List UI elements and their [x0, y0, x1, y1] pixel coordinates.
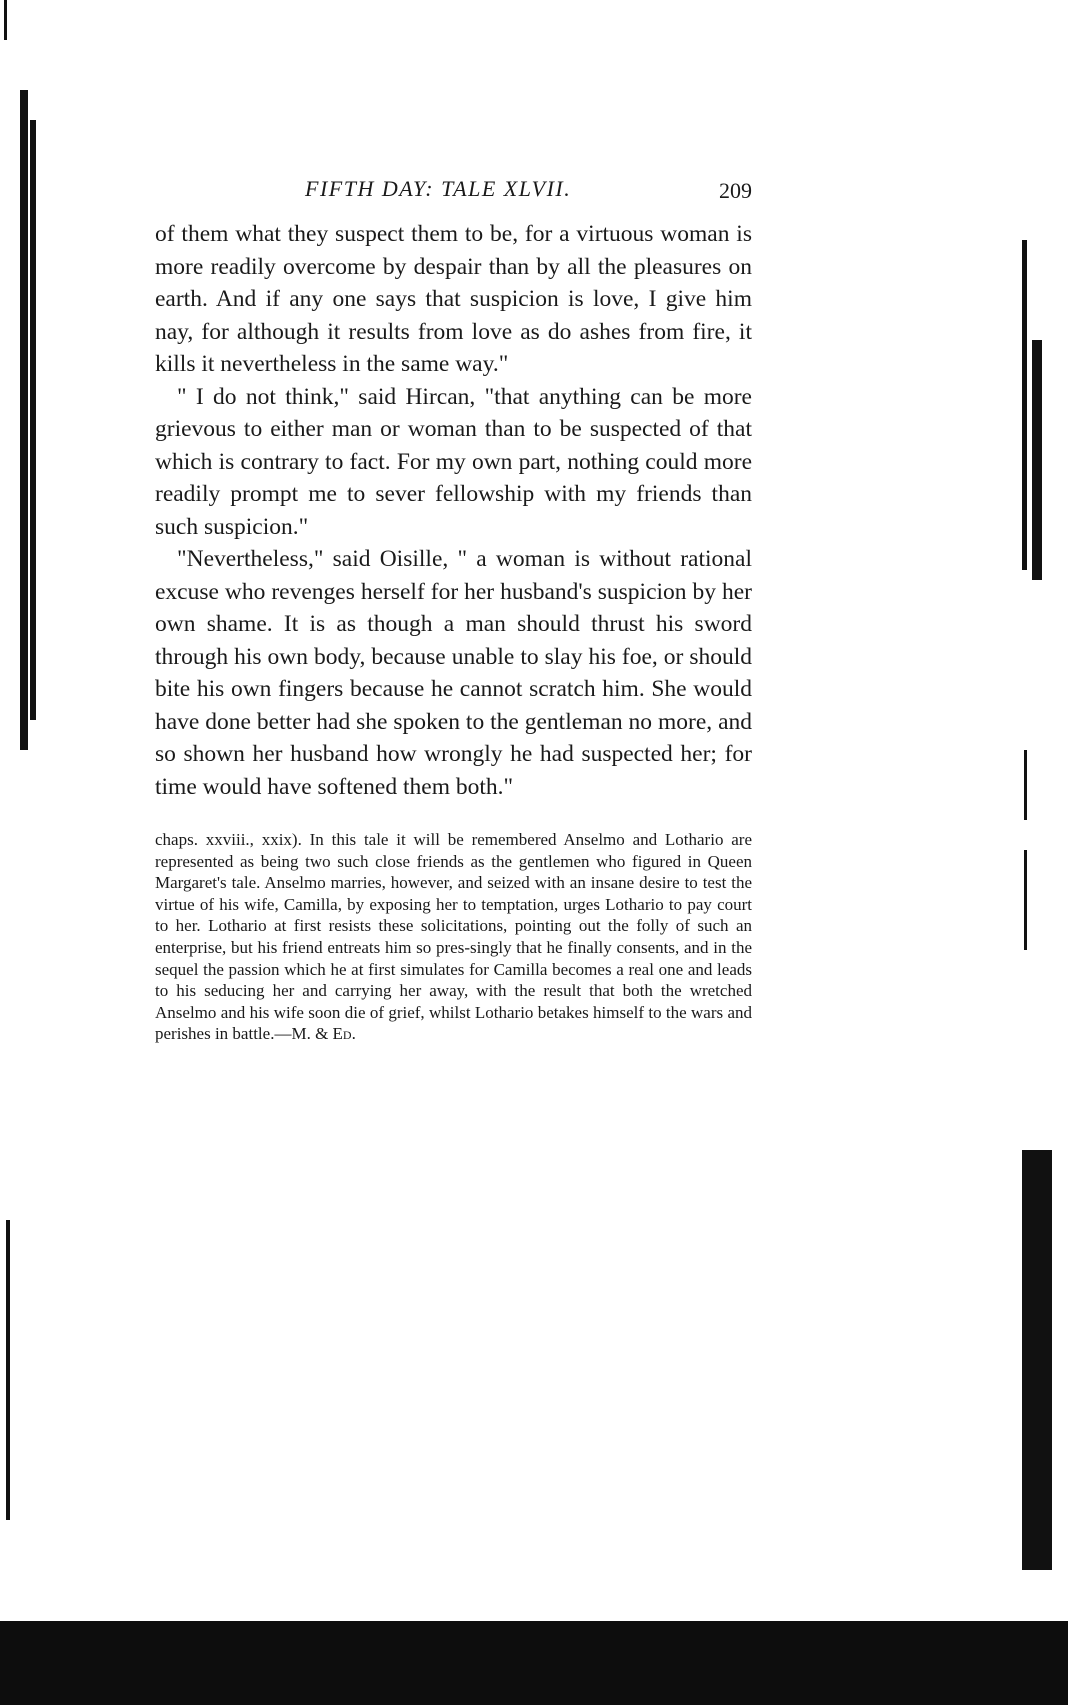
footnote-signature: M. & Ed.	[291, 1024, 356, 1044]
footnote-text	[155, 829, 752, 1045]
running-head	[155, 168, 752, 210]
scan-bottom-edge	[0, 1621, 1068, 1705]
body-text	[155, 218, 752, 803]
running-head-title: FIFTH DAY: TALE XLVII.	[305, 176, 572, 201]
footnote	[155, 829, 752, 1045]
scan-edge-left	[0, 0, 40, 1705]
page-number: 209	[719, 178, 752, 203]
paragraph: " I do not think," said Hircan, "that anything can be more grievous to either man or woman than to be suspected of that which is contrary to fact. For my own part, nothing could more readily prompt me to sever fellowship with my friends than such suspicion."	[155, 383, 752, 540]
paragraph: of them what they suspect them to be, for a virtuous woman is more readily overcome by despair than by all the pleasures on earth. And if any one says that suspicion is love, I give him nay, for although it results from love as do ashes from fire, it kills it nevertheless in the same way."	[155, 221, 752, 377]
scan-edge-right	[998, 0, 1068, 1705]
paragraph: "Nevertheless," said Oisille, " a woman is without rational excuse who revenges herself for her husband's suspicion by her own shame. It is as though a man should thrust his sword through his own body, because unable to slay his foe, or should bite his own fingers because he cannot scratch him. She would have done better had she spoken to the gentleman no more, and so shown her husband how wrongly he had suspected her; for time would have softened them both."	[155, 546, 752, 800]
book-page	[155, 168, 752, 1045]
footnote-body: chaps. xxviii., xxix). In this tale it will be remembered Anselmo and Lothario are represented as being two such close friends as the gentlemen who figured in Queen Margaret's tale. Anselmo marries, however, and seized with an insane desire to test the virtue of his wife, Camilla, by exposing her to temptation, urges Lothario to pay court to her. Lothario at first resists these solicitations, pointing out the folly of such an enterprise, but his friend entreats him so pres-singly that he finally consents, and in the sequel the passion which he at first simulates for Camilla becomes a real one and leads to his seducing her and carrying her away, with the result that both the wretched Anselmo and his wife soon die of grief, whilst Lothario betakes himself to the wars and perishes in battle.—	[155, 830, 752, 1044]
